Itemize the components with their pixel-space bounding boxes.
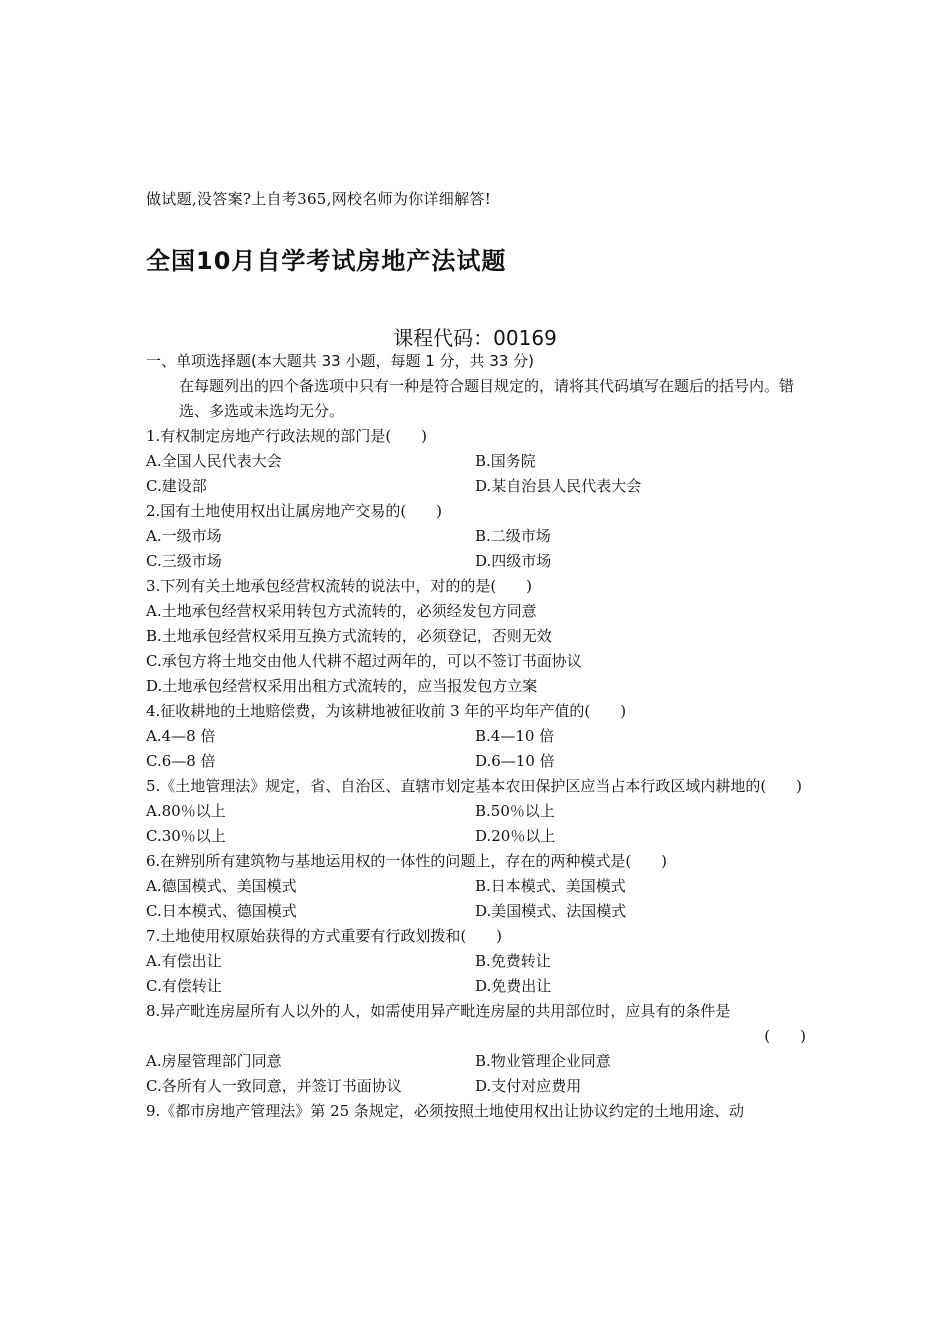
question-stem: 7.土地使用权原始获得的方式重要有行政划拨和( ) — [146, 927, 503, 945]
question-stem: 6.在辨别所有建筑物与基地运用权的一体性的问题上，存在的两种模式是( ) — [146, 852, 668, 870]
option-d: D.20％以上 — [475, 827, 556, 845]
option-b: B.国务院 — [475, 452, 536, 470]
option-b: B.物业管理企业同意 — [475, 1052, 611, 1070]
option-c: C.三级市场 — [146, 552, 222, 570]
option-row — [146, 524, 806, 549]
option-row — [146, 724, 806, 749]
question-stem: 3.下列有关土地承包经营权流转的说法中，对的的是( ) — [146, 577, 533, 595]
option-row — [146, 449, 806, 474]
option-d: D.支付对应费用 — [475, 1077, 582, 1095]
section-instruction: 在每题列出的四个备选项中只有一种是符合题目规定的，请将其代码填写在题后的括号内。错选、多选或未选均无分。 — [179, 377, 795, 420]
option-row — [146, 799, 806, 824]
option-c: C.有偿转让 — [146, 977, 222, 995]
option-row — [146, 549, 806, 574]
option-a: A.一级市场 — [146, 527, 222, 545]
question-stem: 8.异产毗连房屋所有人以外的人，如需使用异产毗连房屋的共用部位时，应具有的条件是 — [146, 1002, 731, 1020]
question-stem: 4.征收耕地的土地赔偿费，为该耕地被征收前 3 年的平均年产值的( ) — [146, 702, 627, 720]
option-d: D.6—10 倍 — [475, 752, 555, 770]
option-b: B.4—10 倍 — [475, 727, 555, 745]
document-title: 全国10月自学考试房地产法试题 — [146, 247, 507, 275]
option-b: B.50％以上 — [475, 802, 555, 820]
option-row — [146, 874, 806, 899]
option-d: D.免费出让 — [475, 977, 552, 995]
option-row — [146, 1074, 806, 1099]
answer-paren: ( ) — [764, 1027, 806, 1045]
header-note: 做试题,没答案?上自考365,网校名师为你详细解答! — [146, 190, 492, 208]
course-code: 课程代码：00169 — [393, 326, 557, 350]
question-content — [146, 349, 806, 1124]
option-d: D.土地承包经营权采用出租方式流转的，应当报发包方立案 — [146, 677, 538, 695]
question-stem: 1.有权制定房地产行政法规的部门是( ) — [146, 427, 428, 445]
question-stem: 5.《土地管理法》规定，省、自治区、直辖市划定基本农田保护区应当占本行政区域内耕地的( ) — [146, 777, 803, 795]
option-d: D.某自治县人民代表大会 — [475, 477, 642, 495]
option-c: C.各所有人一致同意，并签订书面协议 — [146, 1077, 402, 1095]
option-row — [146, 949, 806, 974]
option-d: D.四级市场 — [475, 552, 552, 570]
option-a: A.德国模式、美国模式 — [146, 877, 297, 895]
option-c: C.建设部 — [146, 477, 207, 495]
option-c: C.30％以上 — [146, 827, 226, 845]
option-d: D.美国模式、法国模式 — [475, 902, 627, 920]
option-row — [146, 899, 806, 924]
option-a: A.房屋管理部门同意 — [146, 1052, 282, 1070]
option-a: A.全国人民代表大会 — [146, 452, 282, 470]
option-a: A.有偿出让 — [146, 952, 222, 970]
option-row — [146, 824, 806, 849]
option-row — [146, 749, 806, 774]
option-c: C.承包方将土地交由他人代耕不超过两年的，可以不签订书面协议 — [146, 652, 582, 670]
option-row — [146, 1049, 806, 1074]
question-stem: 9.《都市房地产管理法》第 25 条规定，必须按照土地使用权出让协议约定的土地用途、动 — [146, 1102, 744, 1120]
option-b: B.土地承包经营权采用互换方式流转的，必须登记，否则无效 — [146, 627, 552, 645]
option-c: C.6—8 倍 — [146, 752, 216, 770]
option-row — [146, 974, 806, 999]
option-a: A.80％以上 — [146, 802, 226, 820]
option-a: A.4—8 倍 — [146, 727, 216, 745]
section-heading: 一、单项选择题(本大题共 33 小题，每题 1 分，共 33 分) — [146, 352, 535, 370]
option-b: B.二级市场 — [475, 527, 551, 545]
option-c: C.日本模式、德国模式 — [146, 902, 297, 920]
option-row — [146, 474, 806, 499]
option-b: B.日本模式、美国模式 — [475, 877, 626, 895]
question-stem: 2.国有土地使用权出让属房地产交易的( ) — [146, 502, 443, 520]
option-b: B.免费转让 — [475, 952, 551, 970]
option-a: A.土地承包经营权采用转包方式流转的，必须经发包方同意 — [146, 602, 537, 620]
